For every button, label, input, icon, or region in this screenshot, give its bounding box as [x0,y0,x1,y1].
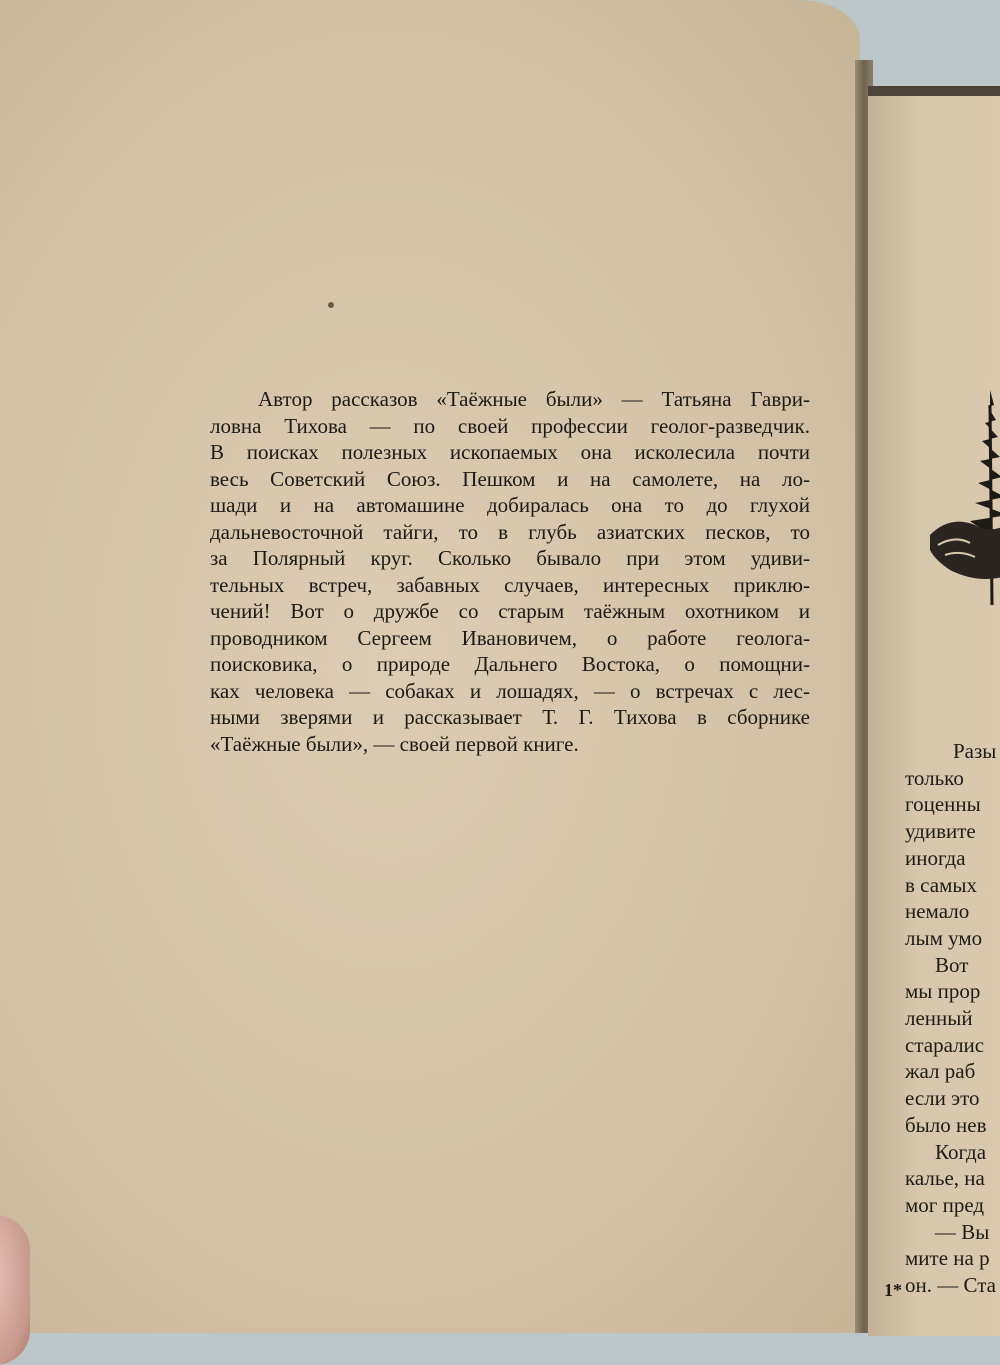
right-line: мите на р [905,1246,990,1271]
right-line: мог пред [905,1192,985,1217]
right-line: жал раб [905,1059,976,1084]
right-line: кальe, на [905,1166,985,1191]
paper-speck [328,302,334,308]
paragraph-line: весь Советский Союз. Пешком и на самолете, на ло- [210,466,810,491]
paragraph-line: тельных встреч, забавных случаев, интересных приклю- [210,572,810,597]
paragraph-line: проводником Сергеем Ивановичем, о работе геолога- [210,625,810,650]
right-line: удивите [905,819,976,844]
paragraph-line: поисковика, о природе Дальнего Востока, о помощни- [210,652,810,676]
right-line: Вот [935,952,969,977]
paragraph-line: ловна Тихова — по своей профессии геолог-разведчик. [210,413,810,438]
right-line: лым умо [905,925,983,950]
paragraph-line: В поисках полезных ископаемых она исколесила почти [210,440,810,464]
right-line: Разы [953,739,997,763]
right-line: ленный [905,1006,973,1031]
right-line: мы прор [905,979,981,1004]
paragraph-line: Автор рассказов «Таёжные были» — Татьяна Гаври- [258,387,810,411]
right-line: если это [905,1086,980,1111]
signature-mark: 1* [884,1280,902,1300]
author-annotation-paragraph [210,386,810,757]
paragraph-line: ках человека — собаках и лошадях, — о встречах с лес- [210,678,810,703]
right-line: иногда [905,845,966,870]
tree-illustration [930,385,1000,605]
right-page-text [905,738,1000,1299]
right-line: в самых [905,872,977,897]
paragraph-line: чений! Вот о дружбе со старым таёжным охотником и [210,599,810,623]
paragraph-line: ными зверями и рассказывает Т. Г. Тихова в сборнике [210,705,810,729]
right-line: гоценны [905,792,981,817]
right-line: старалис [905,1032,985,1057]
right-line: немало [905,899,970,924]
paragraph-line: шади и на автомашине добиралась она то до глухой [210,493,810,517]
right-line: он. — Ста [905,1273,996,1298]
thumb [0,1215,30,1365]
paragraph-line: «Таёжные были», — своей первой книге. [210,731,579,756]
paragraph-line: дальневосточной тайги, то в глубь азиатских песков, то [210,519,810,544]
right-line: Когда [935,1139,987,1164]
right-line: было нев [905,1112,987,1137]
paragraph-line: за Полярный круг. Сколько бывало при этом удиви- [210,546,810,570]
right-line: только [905,765,964,790]
right-line: — Вы [935,1219,990,1244]
